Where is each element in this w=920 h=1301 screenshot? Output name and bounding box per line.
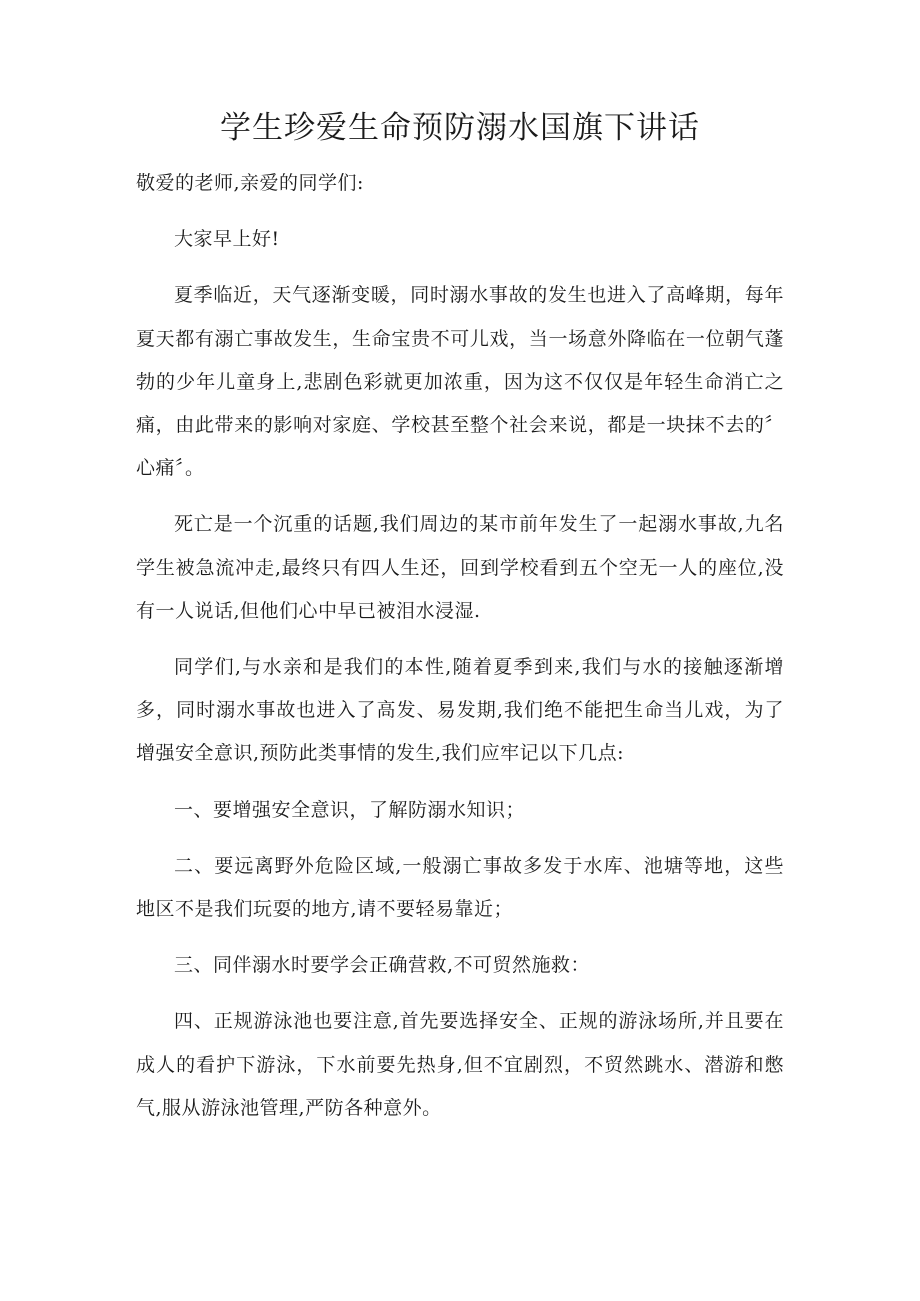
paragraph-classmates: 同学们,与水亲和是我们的本性,随着夏季到来,我们与水的接触逐渐增多，同时溺水事故也进入了高发、易发期,我们绝不能把生命当儿戏，为了增强安全意识,预防此类事情的发生,我们应牢记以下几点: (136, 656, 784, 765)
paragraph-summer-drowning: 夏季临近，天气逐渐变暖，同时溺水事故的发生也进入了高峰期，每年夏天都有溺亡事故发生，生命宝贵不可儿戏，当一场意外降临在一位朝气蓬勃的少年儿童身上,悲剧色彩就更加浓重，因为这不仅仅是年轻生命消亡之痛，由此带来的影响对家庭、学校甚至整个社会来说，都是一块抹不去的〞心痛〞。 (136, 284, 784, 480)
paragraph-death-topic: 死亡是一个沉重的话题,我们周边的某市前年发生了一起溺水事故,九名学生被急流冲走,最终只有四人生还，回到学校看到五个空无一人的座位,没有一人说话,但他们心中早已被泪水浸湿. (136, 513, 784, 622)
document-body (136, 162, 784, 1130)
document-title: 学生珍爱生命预防溺水国旗下讲话 (220, 110, 700, 146)
paragraph-point-four: 四、正规游泳池也要注意,首先要选择安全、正规的游泳场所,并且要在成人的看护下游泳，下水前要先热身,但不宜剧烈，不贸然跳水、潜游和憋气,服从游泳池管理,严防各种意外。 (136, 1010, 784, 1119)
paragraph-point-two: 二、要远离野外危险区域,一般溺亡事故多发于水库、池塘等地，这些地区不是我们玩耍的地方,请不要轻易靠近； (136, 854, 784, 921)
paragraph-point-three: 三、同伴溺水时要学会正确营救,不可贸然施救： (174, 954, 591, 977)
paragraph-greeting: 大家早上好! (174, 228, 280, 251)
salutation: 敬爱的老师,亲爱的同学们: (136, 172, 364, 194)
paragraph-point-one: 一、要增强安全意识，了解防溺水知识； (174, 798, 526, 821)
